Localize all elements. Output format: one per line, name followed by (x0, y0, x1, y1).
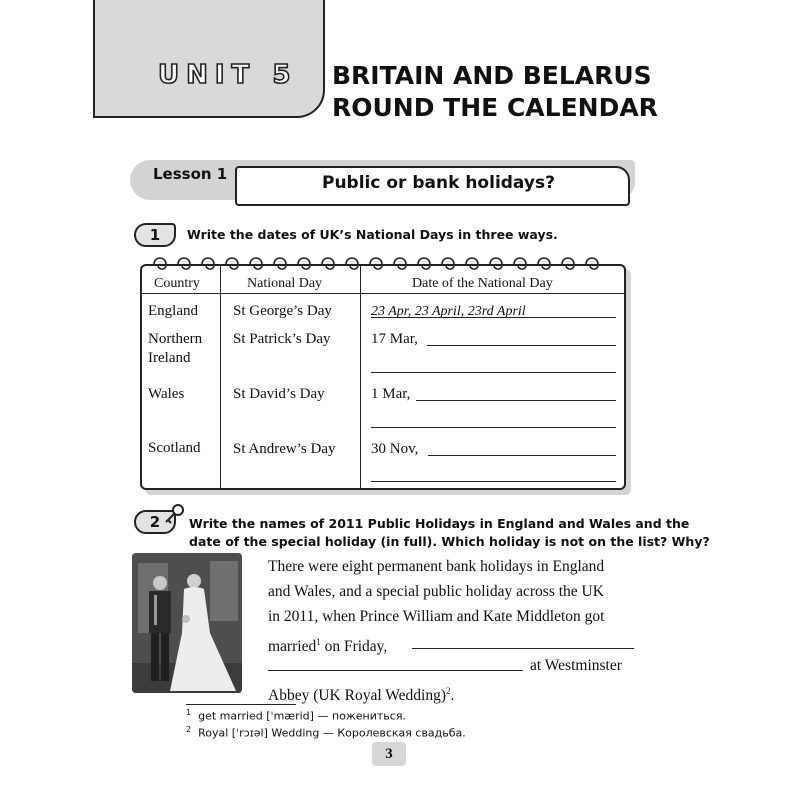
footnote-ref-1: 1 (316, 637, 321, 647)
answer-line[interactable] (268, 670, 523, 671)
unit-label: UNIT 5 (158, 60, 298, 90)
footnote-2-num: 2 (186, 725, 192, 734)
table-header-date: Date of the National Day (412, 276, 553, 291)
answer-line[interactable] (427, 345, 616, 346)
footnote-2 (186, 725, 466, 740)
footnote-divider (186, 704, 296, 705)
exercise-2-text-line5: at Westminster (530, 657, 622, 674)
table-row-2-country: Northern Ireland (148, 331, 203, 366)
footnote-2-text: Royal [ˈrɔɪəl] Wedding — Королевская свадьба. (198, 726, 466, 740)
footnote-1 (186, 708, 406, 723)
exercise-2-text-line3: in 2011, when Prince William and Kate Middleton got (268, 608, 605, 625)
text-abbey: Abbey (UK Royal Wedding) (268, 687, 446, 705)
answer-line[interactable] (371, 372, 616, 373)
text-married: married (268, 638, 317, 656)
table-header-national-day: National Day (247, 276, 323, 291)
answer-line[interactable] (371, 481, 616, 482)
table-header-country: Country (154, 276, 200, 291)
table-row-3-date: 1 Mar, (371, 386, 411, 402)
table-row-3-day: St David’s Day (233, 386, 325, 402)
table-row-1-day: St George’s Day (233, 303, 332, 319)
table-row-4-date: 30 Nov, (371, 441, 419, 457)
table-row-1-date: 23 Apr, 23 April, 23rd April (371, 304, 526, 319)
answer-line[interactable] (416, 400, 616, 401)
exercise-2-instruction-line2: date of the special holiday (in full). Which holiday is not on the list? Why? (189, 534, 710, 549)
royal-wedding-photo (132, 553, 242, 693)
text-period: . (450, 687, 455, 705)
notebook-rings-icon (150, 250, 610, 272)
exercise-1-number: 1 (134, 223, 176, 247)
text-on-friday: on Friday, (320, 638, 388, 656)
exercise-2-number: 2 (134, 510, 176, 534)
table-row-4-country: Scotland (148, 440, 201, 456)
table-row-2-day: St Patrick’s Day (233, 331, 331, 347)
footnote-1-num: 1 (186, 708, 192, 717)
lesson-title: Public or bank holidays? (322, 173, 555, 193)
lesson-label: Lesson 1 (153, 165, 228, 183)
footnote-ref-2: 2 (445, 686, 451, 696)
unit-tab (93, 0, 325, 118)
answer-line[interactable] (428, 455, 616, 456)
table-row-2-date: 17 Mar, (371, 331, 418, 347)
table-row-3-country: Wales (148, 386, 185, 402)
key-icon (163, 503, 185, 525)
footnote-1-text: get married [ˈmærid] — пожениться. (198, 709, 406, 723)
table-row-1-country: England (148, 303, 198, 319)
unit-title-line1: BRITAIN AND BELARUS (332, 61, 652, 90)
table-row-4-day: St Andrew’s Day (233, 441, 336, 457)
page-number: 3 (372, 742, 406, 766)
table-col-divider-1 (220, 266, 221, 488)
exercise-2-text-line2: and Wales, and a special public holiday across the UK (268, 583, 604, 600)
answer-line[interactable] (412, 648, 634, 649)
table-header-divider (141, 293, 625, 294)
exercise-2-instruction-line1: Write the names of 2011 Public Holidays in England and Wales and the (189, 516, 690, 531)
exercise-1-instruction: Write the dates of UK’s National Days in three ways. (187, 227, 558, 242)
answer-line (371, 317, 616, 318)
exercise-2-text-line4 (268, 630, 387, 659)
unit-title-line2: ROUND THE CALENDAR (332, 93, 658, 122)
exercise-2-instruction (189, 515, 710, 551)
answer-line[interactable] (371, 427, 616, 428)
unit-title (332, 60, 658, 124)
table-col-divider-2 (360, 266, 361, 488)
exercise-2-text-line1: There were eight permanent bank holidays in England (268, 558, 605, 575)
